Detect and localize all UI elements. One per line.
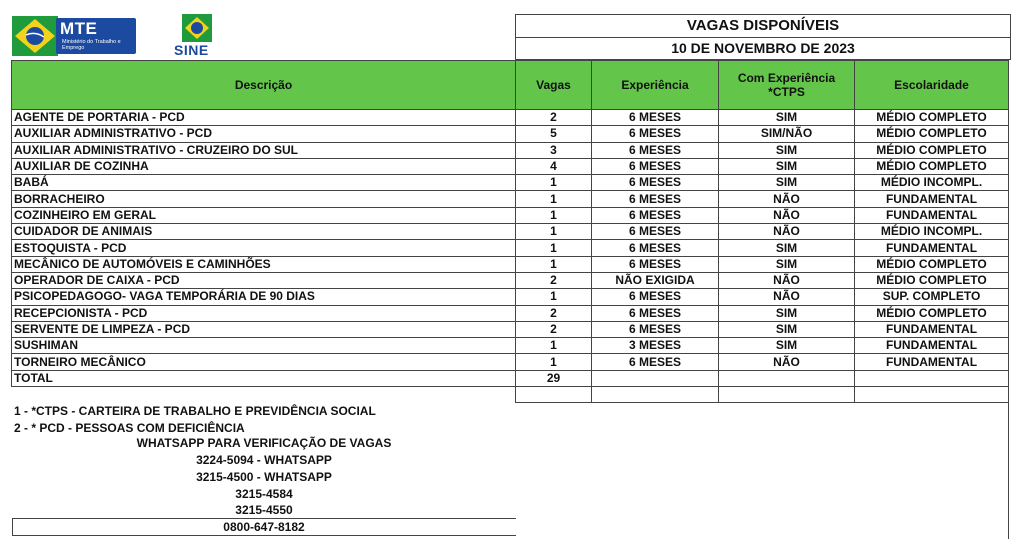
cell-desc: COZINHEIRO EM GERAL: [12, 207, 516, 223]
cell-escolaridade: FUNDAMENTAL: [855, 207, 1009, 223]
cell-vagas: 1: [516, 256, 592, 272]
phone-4: 3215-4550: [235, 503, 293, 517]
total-label: TOTAL: [12, 370, 516, 386]
cell-vagas: 5: [516, 126, 592, 142]
cell-experiencia: 3 MESES: [592, 338, 719, 354]
cell-ctps: SIM: [719, 158, 855, 174]
cell-desc: AGENTE DE PORTARIA - PCD: [12, 110, 516, 126]
cell-vagas: 1: [516, 224, 592, 240]
cell-experiencia: 6 MESES: [592, 110, 719, 126]
empty-cell: [855, 387, 1009, 403]
table-row: [12, 224, 1009, 240]
cell-vagas: 2: [516, 305, 592, 321]
cell-experiencia: 6 MESES: [592, 224, 719, 240]
cell-ctps: SIM: [719, 175, 855, 191]
cell-experiencia: 6 MESES: [592, 305, 719, 321]
cell-experiencia: 6 MESES: [592, 289, 719, 305]
cell-vagas: 4: [516, 158, 592, 174]
cell-desc: CUIDADOR DE ANIMAIS: [12, 224, 516, 240]
cell-vagas: 2: [516, 321, 592, 337]
cell-experiencia: 6 MESES: [592, 207, 719, 223]
footnote-pcd: 2 - * PCD - PESSOAS COM DEFICIÊNCIA: [14, 420, 245, 435]
phone-whatsapp-2: 3215-4500 - WHATSAPP: [196, 470, 332, 484]
cell-ctps: SIM: [719, 256, 855, 272]
cell-vagas: 1: [516, 175, 592, 191]
cell-escolaridade: MÉDIO COMPLETO: [855, 110, 1009, 126]
cell-ctps: NÃO: [719, 289, 855, 305]
cell-escolaridade: MÉDIO INCOMPL.: [855, 175, 1009, 191]
cell-desc: RECEPCIONISTA - PCD: [12, 305, 516, 321]
phone-whatsapp-1: 3224-5094 - WHATSAPP: [196, 453, 332, 467]
divider: [1008, 400, 1009, 539]
cell-escolaridade: FUNDAMENTAL: [855, 240, 1009, 256]
divider: [12, 518, 516, 519]
cell-ctps: NÃO: [719, 207, 855, 223]
mte-subtitle: Ministério do Trabalho e Emprego: [62, 39, 121, 51]
cell-desc: SUSHIMAN: [12, 338, 516, 354]
divider: [12, 535, 516, 536]
cell-experiencia: 6 MESES: [592, 142, 719, 158]
cell-desc: AUXILIAR DE COZINHA: [12, 158, 516, 174]
col-header-experiencia: Experiência: [592, 61, 719, 110]
col-header-com-experiencia: Com Experiência *CTPS: [719, 61, 855, 110]
cell-ctps: SIM/NÃO: [719, 126, 855, 142]
cell-experiencia: 6 MESES: [592, 158, 719, 174]
cell-escolaridade: FUNDAMENTAL: [855, 191, 1009, 207]
cell-desc: BORRACHEIRO: [12, 191, 516, 207]
table-row: [12, 289, 1009, 305]
table-row: [12, 256, 1009, 272]
cell-ctps: SIM: [719, 305, 855, 321]
table-row: [12, 272, 1009, 288]
cell-ctps: SIM: [719, 321, 855, 337]
table-row: [12, 240, 1009, 256]
table-row: [12, 191, 1009, 207]
cell-ctps: SIM: [719, 338, 855, 354]
mte-badge: [56, 18, 136, 54]
mte-logo: [12, 16, 124, 56]
cell-ctps: NÃO: [719, 191, 855, 207]
empty-cell: [592, 387, 719, 403]
cell-ctps: NÃO: [719, 224, 855, 240]
cell-escolaridade: MÉDIO COMPLETO: [855, 272, 1009, 288]
cell-desc: MECÂNICO DE AUTOMÓVEIS E CAMINHÕES: [12, 256, 516, 272]
cell-vagas: 3: [516, 142, 592, 158]
blank-row: [12, 387, 1009, 403]
total-value: 29: [516, 370, 592, 386]
cell-vagas: 2: [516, 110, 592, 126]
cell-escolaridade: FUNDAMENTAL: [855, 354, 1009, 370]
table-row: [12, 126, 1009, 142]
table-row: [12, 207, 1009, 223]
cell-vagas: 1: [516, 191, 592, 207]
vacancies-table: [11, 60, 1009, 403]
table-row: [12, 110, 1009, 126]
cell-desc: AUXILIAR ADMINISTRATIVO - CRUZEIRO DO SUL: [12, 142, 516, 158]
empty-cell: [855, 370, 1009, 386]
cell-vagas: 1: [516, 338, 592, 354]
mte-wordmark: MTE: [60, 19, 98, 38]
cell-ctps: SIM: [719, 142, 855, 158]
cell-experiencia: 6 MESES: [592, 256, 719, 272]
col-header-escolaridade: Escolaridade: [855, 61, 1009, 110]
cell-desc: AUXILIAR ADMINISTRATIVO - PCD: [12, 126, 516, 142]
cell-experiencia: 6 MESES: [592, 354, 719, 370]
cell-escolaridade: MÉDIO COMPLETO: [855, 256, 1009, 272]
table-row: [12, 354, 1009, 370]
cell-escolaridade: MÉDIO COMPLETO: [855, 126, 1009, 142]
cell-experiencia: 6 MESES: [592, 175, 719, 191]
tollfree-number: 0800-647-8182: [223, 520, 305, 534]
cell-ctps: NÃO: [719, 354, 855, 370]
empty-cell: [516, 387, 592, 403]
table-row: [12, 338, 1009, 354]
table-row: [12, 305, 1009, 321]
cell-experiencia: 6 MESES: [592, 191, 719, 207]
phone-3: 3215-4584: [235, 487, 293, 501]
cell-escolaridade: FUNDAMENTAL: [855, 321, 1009, 337]
cell-ctps: NÃO: [719, 272, 855, 288]
cell-vagas: 1: [516, 207, 592, 223]
col-header-descricao: Descrição: [12, 61, 516, 110]
cell-vagas: 2: [516, 272, 592, 288]
cell-escolaridade: SUP. COMPLETO: [855, 289, 1009, 305]
cell-escolaridade: MÉDIO INCOMPL.: [855, 224, 1009, 240]
cell-escolaridade: MÉDIO COMPLETO: [855, 142, 1009, 158]
cell-desc: PSICOPEDAGOGO- VAGA TEMPORÁRIA DE 90 DIAS: [12, 289, 516, 305]
cell-experiencia: 6 MESES: [592, 321, 719, 337]
cell-experiencia: NÃO EXIGIDA: [592, 272, 719, 288]
footnote-ctps: 1 - *CTPS - CARTEIRA DE TRABALHO E PREVIDÊNCIA SOCIAL: [14, 404, 376, 418]
col-header-vagas: Vagas: [516, 61, 592, 110]
sine-logo: [174, 14, 220, 60]
cell-ctps: SIM: [719, 240, 855, 256]
cell-vagas: 1: [516, 289, 592, 305]
cell-escolaridade: MÉDIO COMPLETO: [855, 305, 1009, 321]
table-header-row: [12, 61, 1009, 110]
brazil-flag-icon: [12, 16, 58, 56]
cell-desc: SERVENTE DE LIMPEZA - PCD: [12, 321, 516, 337]
cell-desc: OPERADOR DE CAIXA - PCD: [12, 272, 516, 288]
empty-cell: [592, 370, 719, 386]
page-date: 10 DE NOVEMBRO DE 2023: [515, 37, 1011, 60]
sine-flag-icon: [182, 14, 212, 42]
table-row: [12, 175, 1009, 191]
cell-escolaridade: MÉDIO COMPLETO: [855, 158, 1009, 174]
table-row: [12, 158, 1009, 174]
cell-experiencia: 6 MESES: [592, 126, 719, 142]
whatsapp-heading: WHATSAPP PARA VERIFICAÇÃO DE VAGAS: [136, 436, 392, 450]
empty-cell: [719, 370, 855, 386]
cell-escolaridade: FUNDAMENTAL: [855, 338, 1009, 354]
cell-desc: BABÁ: [12, 175, 516, 191]
cell-desc: TORNEIRO MECÂNICO: [12, 354, 516, 370]
sine-wordmark: SINE: [174, 42, 209, 58]
cell-vagas: 1: [516, 354, 592, 370]
footnotes: [14, 403, 376, 436]
cell-ctps: SIM: [719, 110, 855, 126]
page-title: VAGAS DISPONÍVEIS: [515, 14, 1011, 38]
cell-vagas: 1: [516, 240, 592, 256]
divider: [12, 518, 13, 536]
table-row: [12, 142, 1009, 158]
empty-cell: [12, 387, 516, 403]
total-row: [12, 370, 1009, 386]
empty-cell: [719, 387, 855, 403]
cell-desc: ESTOQUISTA - PCD: [12, 240, 516, 256]
cell-experiencia: 6 MESES: [592, 240, 719, 256]
table-row: [12, 321, 1009, 337]
